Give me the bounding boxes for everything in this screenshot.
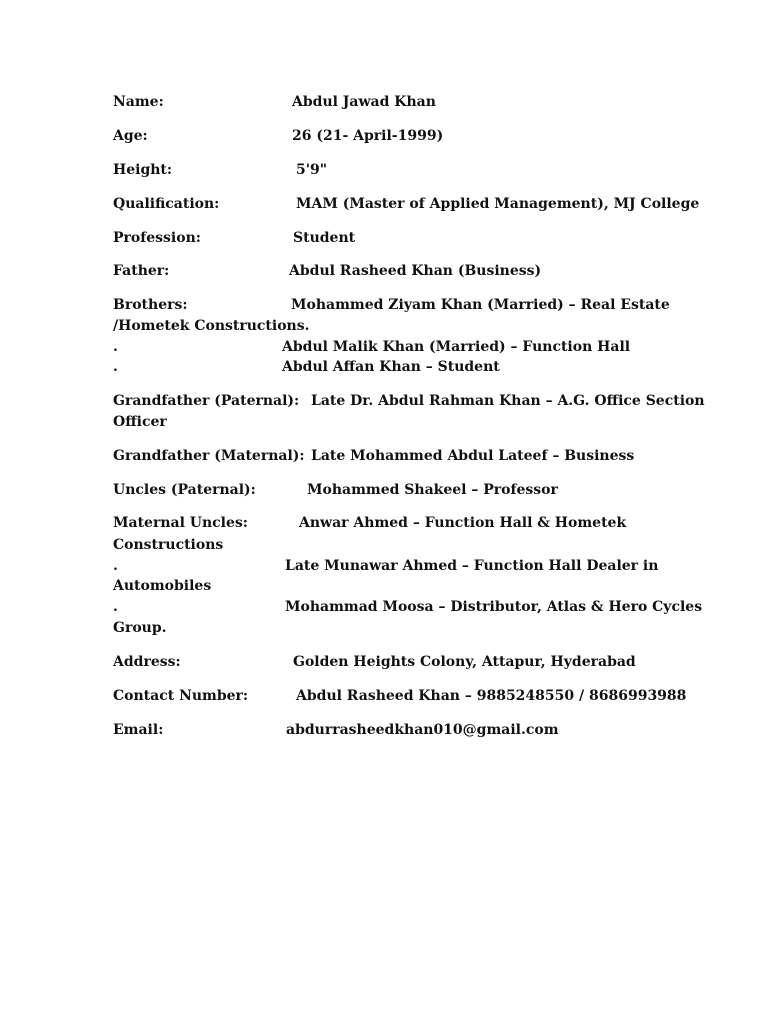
maternal-uncle-3-continuation: Group. [113, 620, 167, 636]
maternal-uncle-1-continuation: Constructions [113, 537, 224, 553]
name-label: Name: [113, 94, 164, 110]
father-label: Father: [113, 263, 170, 279]
height-value: 5'9" [296, 162, 328, 178]
grandfather-paternal-label: Grandfather (Paternal): [113, 393, 300, 409]
qualification-value: MAM (Master of Applied Management), MJ College [296, 196, 700, 212]
maternal-uncle-2-continuation: Automobiles [113, 578, 212, 594]
grandfather-paternal-continuation: Officer [113, 414, 167, 430]
email-value: abdurrasheedkhan010@gmail.com [286, 722, 559, 738]
brother-3-value: Abdul Affan Khan – Student [282, 359, 500, 375]
height-label: Height: [113, 162, 173, 178]
uncles-paternal-label: Uncles (Paternal): [113, 482, 256, 498]
address-label: Address: [113, 654, 181, 670]
brother-2-value: Abdul Malik Khan (Married) – Function Hall [282, 339, 631, 355]
maternal-uncle-2-value: Late Munawar Ahmed – Function Hall Dealer in [285, 558, 659, 574]
father-value: Abdul Rasheed Khan (Business) [289, 263, 542, 279]
maternal-uncle-2-bullet: . [113, 558, 118, 574]
email-label: Email: [113, 722, 164, 738]
grandfather-maternal-label: Grandfather (Maternal): [113, 448, 305, 464]
grandfather-maternal-value: Late Mohammed Abdul Lateef – Business [311, 448, 635, 464]
contact-value: Abdul Rasheed Khan – 9885248550 / 8686993988 [296, 688, 687, 704]
age-label: Age: [113, 128, 148, 144]
maternal-uncle-3-value: Mohammad Moosa – Distributor, Atlas & Hero Cycles [285, 599, 703, 615]
brother-1-value: Mohammed Ziyam Khan (Married) – Real Estate [291, 297, 670, 313]
grandfather-paternal-value: Late Dr. Abdul Rahman Khan – A.G. Office Section [311, 393, 705, 409]
maternal-uncles-label: Maternal Uncles: [113, 515, 248, 531]
profession-value: Student [293, 230, 356, 246]
brother-1-continuation: /Hometek Constructions. [113, 318, 310, 334]
name-value: Abdul Jawad Khan [292, 94, 436, 110]
brothers-label: Brothers: [113, 297, 188, 313]
maternal-uncle-1-value: Anwar Ahmed – Function Hall & Hometek [299, 515, 627, 531]
brother-3-bullet: . [113, 359, 118, 375]
brother-2-bullet: . [113, 339, 118, 355]
contact-label: Contact Number: [113, 688, 249, 704]
address-value: Golden Heights Colony, Attapur, Hyderabad [293, 654, 636, 670]
profession-label: Profession: [113, 230, 201, 246]
qualification-label: Qualification: [113, 196, 220, 212]
uncles-paternal-value: Mohammed Shakeel – Professor [307, 482, 558, 498]
maternal-uncle-3-bullet: . [113, 599, 118, 615]
age-value: 26 (21- April-1999) [292, 128, 444, 144]
